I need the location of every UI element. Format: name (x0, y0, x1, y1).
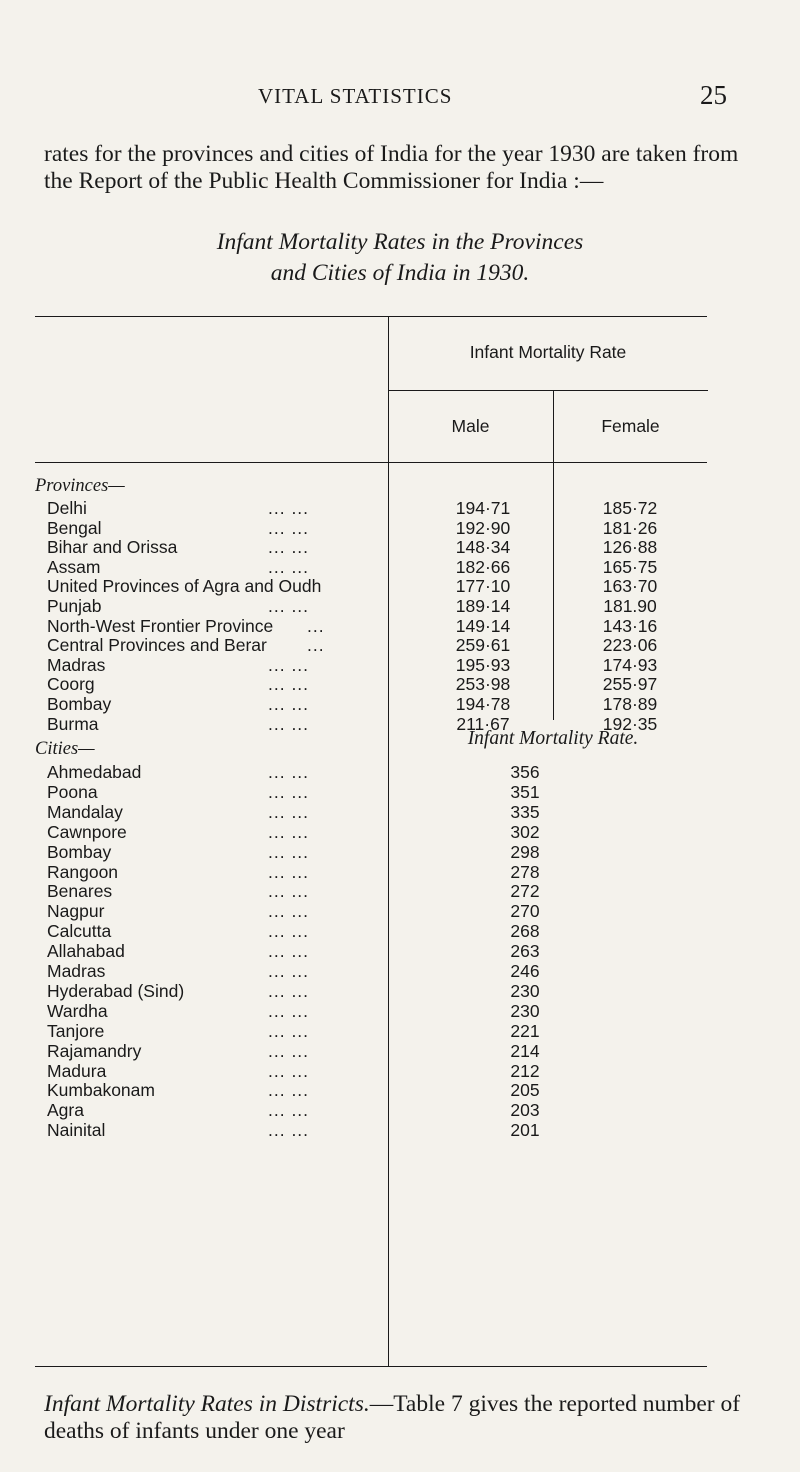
male-column-header: Male (451, 416, 490, 436)
female-rate: 223·06 (602, 635, 658, 656)
city-row (0, 881, 800, 903)
female-rate: 181.90 (603, 596, 657, 616)
city-name: Poona (47, 781, 98, 802)
province-name: North-West Frontier Province (47, 615, 274, 636)
male-rate: 182·66 (455, 556, 511, 577)
city-row (0, 782, 800, 804)
city-row (0, 921, 800, 943)
leader-dots: ... ... (268, 517, 310, 538)
closing-paragraph (44, 1391, 774, 1445)
leader-dots: ... ... (268, 1120, 310, 1141)
leader-dots: ... ... (268, 841, 310, 862)
city-row (0, 1021, 800, 1043)
province-name: Central Provinces and Berar (47, 635, 267, 656)
city-name: Bombay (47, 841, 112, 862)
leader-dots: ... ... (268, 1040, 310, 1061)
male-rate: 259·61 (455, 635, 511, 656)
female-rate: 163·70 (602, 576, 658, 597)
leader-dots: ... ... (268, 980, 310, 1001)
leader-dots: ... ... (268, 654, 310, 675)
province-name: Delhi (47, 498, 87, 518)
male-rate: 192·90 (455, 517, 511, 538)
leader-dots: ... ... (268, 498, 310, 518)
city-name: Mandalay (47, 801, 123, 822)
city-row (0, 822, 800, 844)
city-name: Rangoon (47, 861, 119, 882)
city-row (0, 981, 800, 1003)
female-rate: 143·16 (602, 615, 658, 636)
running-title: VITAL STATISTICS (258, 84, 453, 108)
cities-label: Cities— (35, 739, 95, 759)
male-rate: 149·14 (455, 615, 511, 636)
city-name: Nagpur (47, 901, 105, 922)
leader-dots: ... ... (268, 596, 310, 616)
city-row (0, 1100, 800, 1122)
city-name: Ahmedabad (47, 762, 142, 782)
city-name: Calcutta (47, 921, 112, 942)
group-header: Infant Mortality Rate (469, 342, 627, 362)
female-rate: 174·93 (602, 654, 658, 675)
city-name: Wardha (47, 1000, 108, 1021)
leader-dots: ... ... (268, 801, 310, 822)
male-rate: 148·34 (455, 537, 511, 558)
city-rate: 230 (510, 1000, 540, 1021)
province-name: Madras (47, 654, 106, 675)
city-name: Allahabad (47, 941, 125, 962)
leader-dots: ... ... (268, 1060, 310, 1081)
leader-dots: ... ... (268, 556, 310, 577)
city-row (0, 862, 800, 884)
female-column-header: Female (601, 416, 660, 436)
city-row (0, 1120, 800, 1142)
leader-dots: ... ... (268, 861, 310, 882)
city-rate: 272 (510, 881, 540, 902)
province-name: Bombay (47, 694, 112, 714)
city-rate: 203 (510, 1100, 540, 1121)
male-rate: 194·78 (455, 694, 511, 714)
female-rate: 192·35 (602, 713, 658, 734)
page-number: 25 (700, 80, 727, 110)
male-rate: 211·67 (456, 713, 510, 734)
city-row (0, 842, 800, 864)
city-name: Madras (47, 961, 106, 981)
province-row (0, 714, 800, 736)
leader-dots: ... ... (268, 821, 310, 842)
city-name: Tanjore (47, 1020, 105, 1041)
city-rate: 270 (510, 901, 540, 922)
male-rate: 195·93 (455, 654, 511, 675)
province-name: Bihar and Orissa (47, 537, 178, 558)
leader-dots: ... ... (268, 1100, 310, 1121)
leader-dots: ... ... (268, 1080, 310, 1101)
city-rate: 278 (510, 861, 540, 882)
city-row (0, 1001, 800, 1023)
province-name: Bengal (47, 517, 102, 538)
city-rate: 214 (510, 1040, 540, 1061)
city-row (0, 802, 800, 824)
city-rate: 302 (510, 821, 540, 842)
leader-dots: ... ... (268, 1000, 310, 1021)
city-name: Kumbakonam (47, 1080, 155, 1101)
city-row (0, 901, 800, 923)
female-rate: 181·26 (602, 517, 658, 538)
city-name: Rajamandry (47, 1040, 142, 1061)
provinces-label: Provinces— (35, 476, 125, 496)
city-rate: 201 (510, 1120, 540, 1141)
city-rate: 356 (510, 762, 540, 782)
leader-dots: ... ... (268, 881, 310, 902)
city-name: Benares (47, 881, 113, 902)
male-rate: 253·98 (455, 674, 511, 695)
city-rate: 263 (510, 941, 540, 962)
city-rate: 246 (510, 961, 540, 981)
male-rate: 189·14 (455, 596, 511, 616)
city-name: Hyderabad (Sind) (47, 980, 185, 1001)
leader-dots: ... (307, 615, 325, 636)
city-rate: 268 (510, 921, 540, 942)
leader-dots: ... ... (268, 941, 310, 962)
leader-dots: ... ... (268, 674, 310, 695)
leader-dots: ... ... (268, 537, 310, 558)
leader-dots: ... ... (268, 961, 310, 981)
closing-text: —Table 7 gives the reported number of deaths of infants under one year (44, 1391, 741, 1444)
leader-dots: ... ... (268, 901, 310, 922)
city-row (0, 1041, 800, 1063)
city-rate: 351 (510, 781, 540, 802)
city-rate: 230 (510, 980, 540, 1001)
leader-dots: ... ... (268, 694, 310, 714)
province-name: Burma (47, 713, 99, 734)
cities-subheader: Infant Mortality Rate. (467, 728, 639, 749)
city-name: Nainital (47, 1120, 106, 1141)
city-name: Agra (47, 1100, 84, 1121)
female-rate: 178·89 (602, 694, 658, 714)
province-name: Assam (47, 556, 101, 577)
leader-dots: ... ... (268, 762, 310, 782)
province-name: Punjab (47, 596, 102, 616)
leader-dots: ... ... (268, 1020, 310, 1041)
city-row (0, 762, 800, 784)
city-rate: 212 (510, 1060, 540, 1081)
male-rate: 177·10 (455, 576, 511, 597)
city-rate: 205 (510, 1080, 540, 1101)
female-rate: 185·72 (602, 498, 658, 518)
city-name: Madura (47, 1060, 107, 1081)
leader-dots: ... (307, 635, 325, 656)
city-row (0, 961, 800, 983)
province-name: Coorg (47, 674, 95, 695)
leader-dots: ... ... (268, 781, 310, 802)
closing-heading: Infant Mortality Rates in Districts. (44, 1391, 370, 1417)
female-rate: 165·75 (602, 556, 658, 577)
leader-dots: ... ... (268, 713, 310, 734)
city-row (0, 941, 800, 963)
city-name: Cawnpore (47, 821, 127, 842)
leader-dots: ... ... (268, 921, 310, 942)
female-rate: 255·97 (602, 674, 658, 695)
province-name: United Provinces of Agra and Oudh (47, 576, 322, 597)
intro-paragraph: rates for the provinces and cities of India for the year 1930 are taken from the Report of the Public Health Commissioner for India :— (44, 141, 739, 194)
female-rate: 126·88 (602, 537, 658, 558)
city-row (0, 1061, 800, 1083)
city-row (0, 1080, 800, 1102)
male-rate: 194·71 (455, 498, 511, 518)
city-rate: 298 (510, 841, 540, 862)
caption-line-1: Infant Mortality Rates in the Provinces (216, 229, 584, 255)
caption-line-2: and Cities of India in 1930. (270, 260, 530, 286)
city-rate: 335 (510, 801, 540, 822)
city-rate: 221 (510, 1020, 540, 1041)
